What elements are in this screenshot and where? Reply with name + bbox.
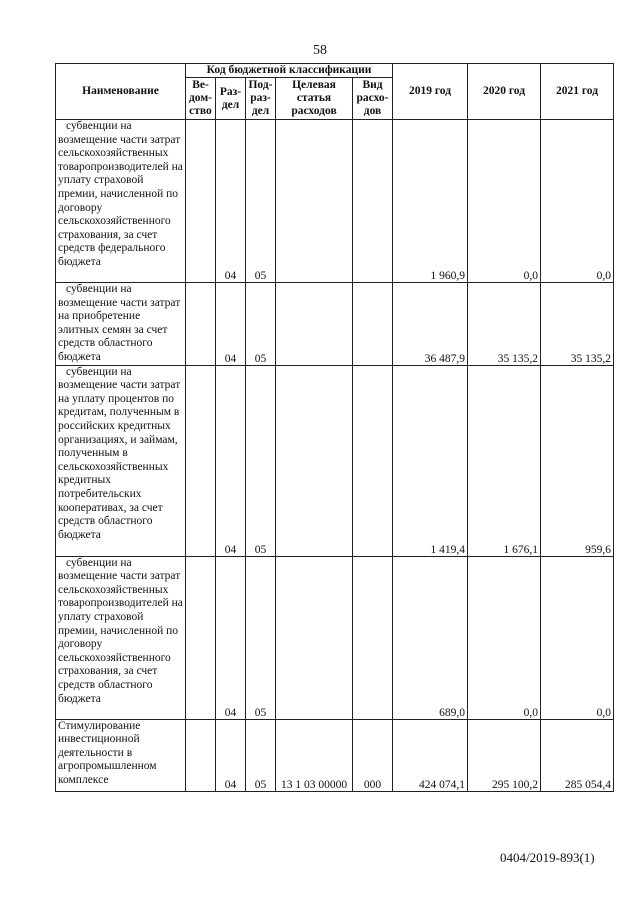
row-value-2021: 959,6 [541, 365, 614, 556]
header-name: Наименование [56, 64, 186, 120]
row-razdel: 04 [216, 556, 246, 719]
row-tselevaya [276, 120, 353, 283]
row-razdel: 04 [216, 365, 246, 556]
row-value-2020: 0,0 [468, 120, 541, 283]
row-tselevaya [276, 556, 353, 719]
table-row [56, 283, 614, 366]
header-vid-raskhodov: Вид расхо- дов [353, 78, 393, 120]
table-row [56, 719, 614, 791]
row-tselevaya [276, 283, 353, 366]
header-podrazdel: Под- раз- дел [246, 78, 276, 120]
row-name: Стимулирование инвестиционной деятельности в агропромышленном комплексе [56, 719, 186, 791]
row-podrazdel: 05 [246, 365, 276, 556]
row-vedomstvo [186, 283, 216, 366]
row-razdel: 04 [216, 719, 246, 791]
document-code: 0404/2019-893(1) [500, 850, 595, 865]
row-podrazdel: 05 [246, 719, 276, 791]
row-value-2021: 0,0 [541, 120, 614, 283]
header-year-2020: 2020 год [468, 64, 541, 120]
header-classification-group: Код бюджетной классификации [186, 64, 393, 78]
row-podrazdel: 05 [246, 556, 276, 719]
header-year-2021: 2021 год [541, 64, 614, 120]
row-podrazdel: 05 [246, 120, 276, 283]
row-value-2020: 35 135,2 [468, 283, 541, 366]
row-value-2019: 1 419,4 [393, 365, 468, 556]
row-value-2021: 35 135,2 [541, 283, 614, 366]
row-vid: 000 [353, 719, 393, 791]
row-vedomstvo [186, 365, 216, 556]
row-name: субвенции на возмещение части затрат сельскохозяйственных товаропроизводителей на уплату страховой премии, начисленной по договору сельскохозяйственного страхования, за счет средств федерального бюджета [56, 120, 186, 283]
row-value-2020: 1 676,1 [468, 365, 541, 556]
table-row [56, 365, 614, 556]
header-vedomstvo: Ве- дом- ство [186, 78, 216, 120]
row-value-2020: 295 100,2 [468, 719, 541, 791]
row-vid [353, 365, 393, 556]
row-value-2019: 36 487,9 [393, 283, 468, 366]
header-year-2019: 2019 год [393, 64, 468, 120]
row-name: субвенции на возмещение части затрат сельскохозяйственных товаропроизводителей на уплату страховой премии, начисленной по договору сельскохозяйственного страхования, за счет средств областного бюджета [56, 556, 186, 719]
header-razdel: Раз- дел [216, 78, 246, 120]
row-tselevaya: 13 1 03 00000 [276, 719, 353, 791]
row-tselevaya [276, 365, 353, 556]
row-vid [353, 556, 393, 719]
row-name: субвенции на возмещение части затрат на уплату процентов по кредитам, полученным в российских кредитных организациях, и займам, полученным в сельскохозяйственных кредитных потребительских кооперативах, за счет средств областного бюджета [56, 365, 186, 556]
row-podrazdel: 05 [246, 283, 276, 366]
row-vedomstvo [186, 120, 216, 283]
row-value-2020: 0,0 [468, 556, 541, 719]
header-tselevaya-statya: Целевая статья расходов [276, 78, 353, 120]
row-vid [353, 283, 393, 366]
budget-table [55, 63, 614, 792]
table-row [56, 556, 614, 719]
row-vid [353, 120, 393, 283]
row-value-2019: 1 960,9 [393, 120, 468, 283]
row-vedomstvo [186, 719, 216, 791]
row-vedomstvo [186, 556, 216, 719]
page-number: 58 [313, 43, 327, 58]
row-razdel: 04 [216, 120, 246, 283]
row-value-2019: 424 074,1 [393, 719, 468, 791]
row-value-2019: 689,0 [393, 556, 468, 719]
row-name: субвенции на возмещение части затрат на приобретение элитных семян за счет средств областного бюджета [56, 283, 186, 366]
header-row-top [56, 64, 614, 78]
table-row [56, 120, 614, 283]
row-value-2021: 285 054,4 [541, 719, 614, 791]
row-razdel: 04 [216, 283, 246, 366]
row-value-2021: 0,0 [541, 556, 614, 719]
